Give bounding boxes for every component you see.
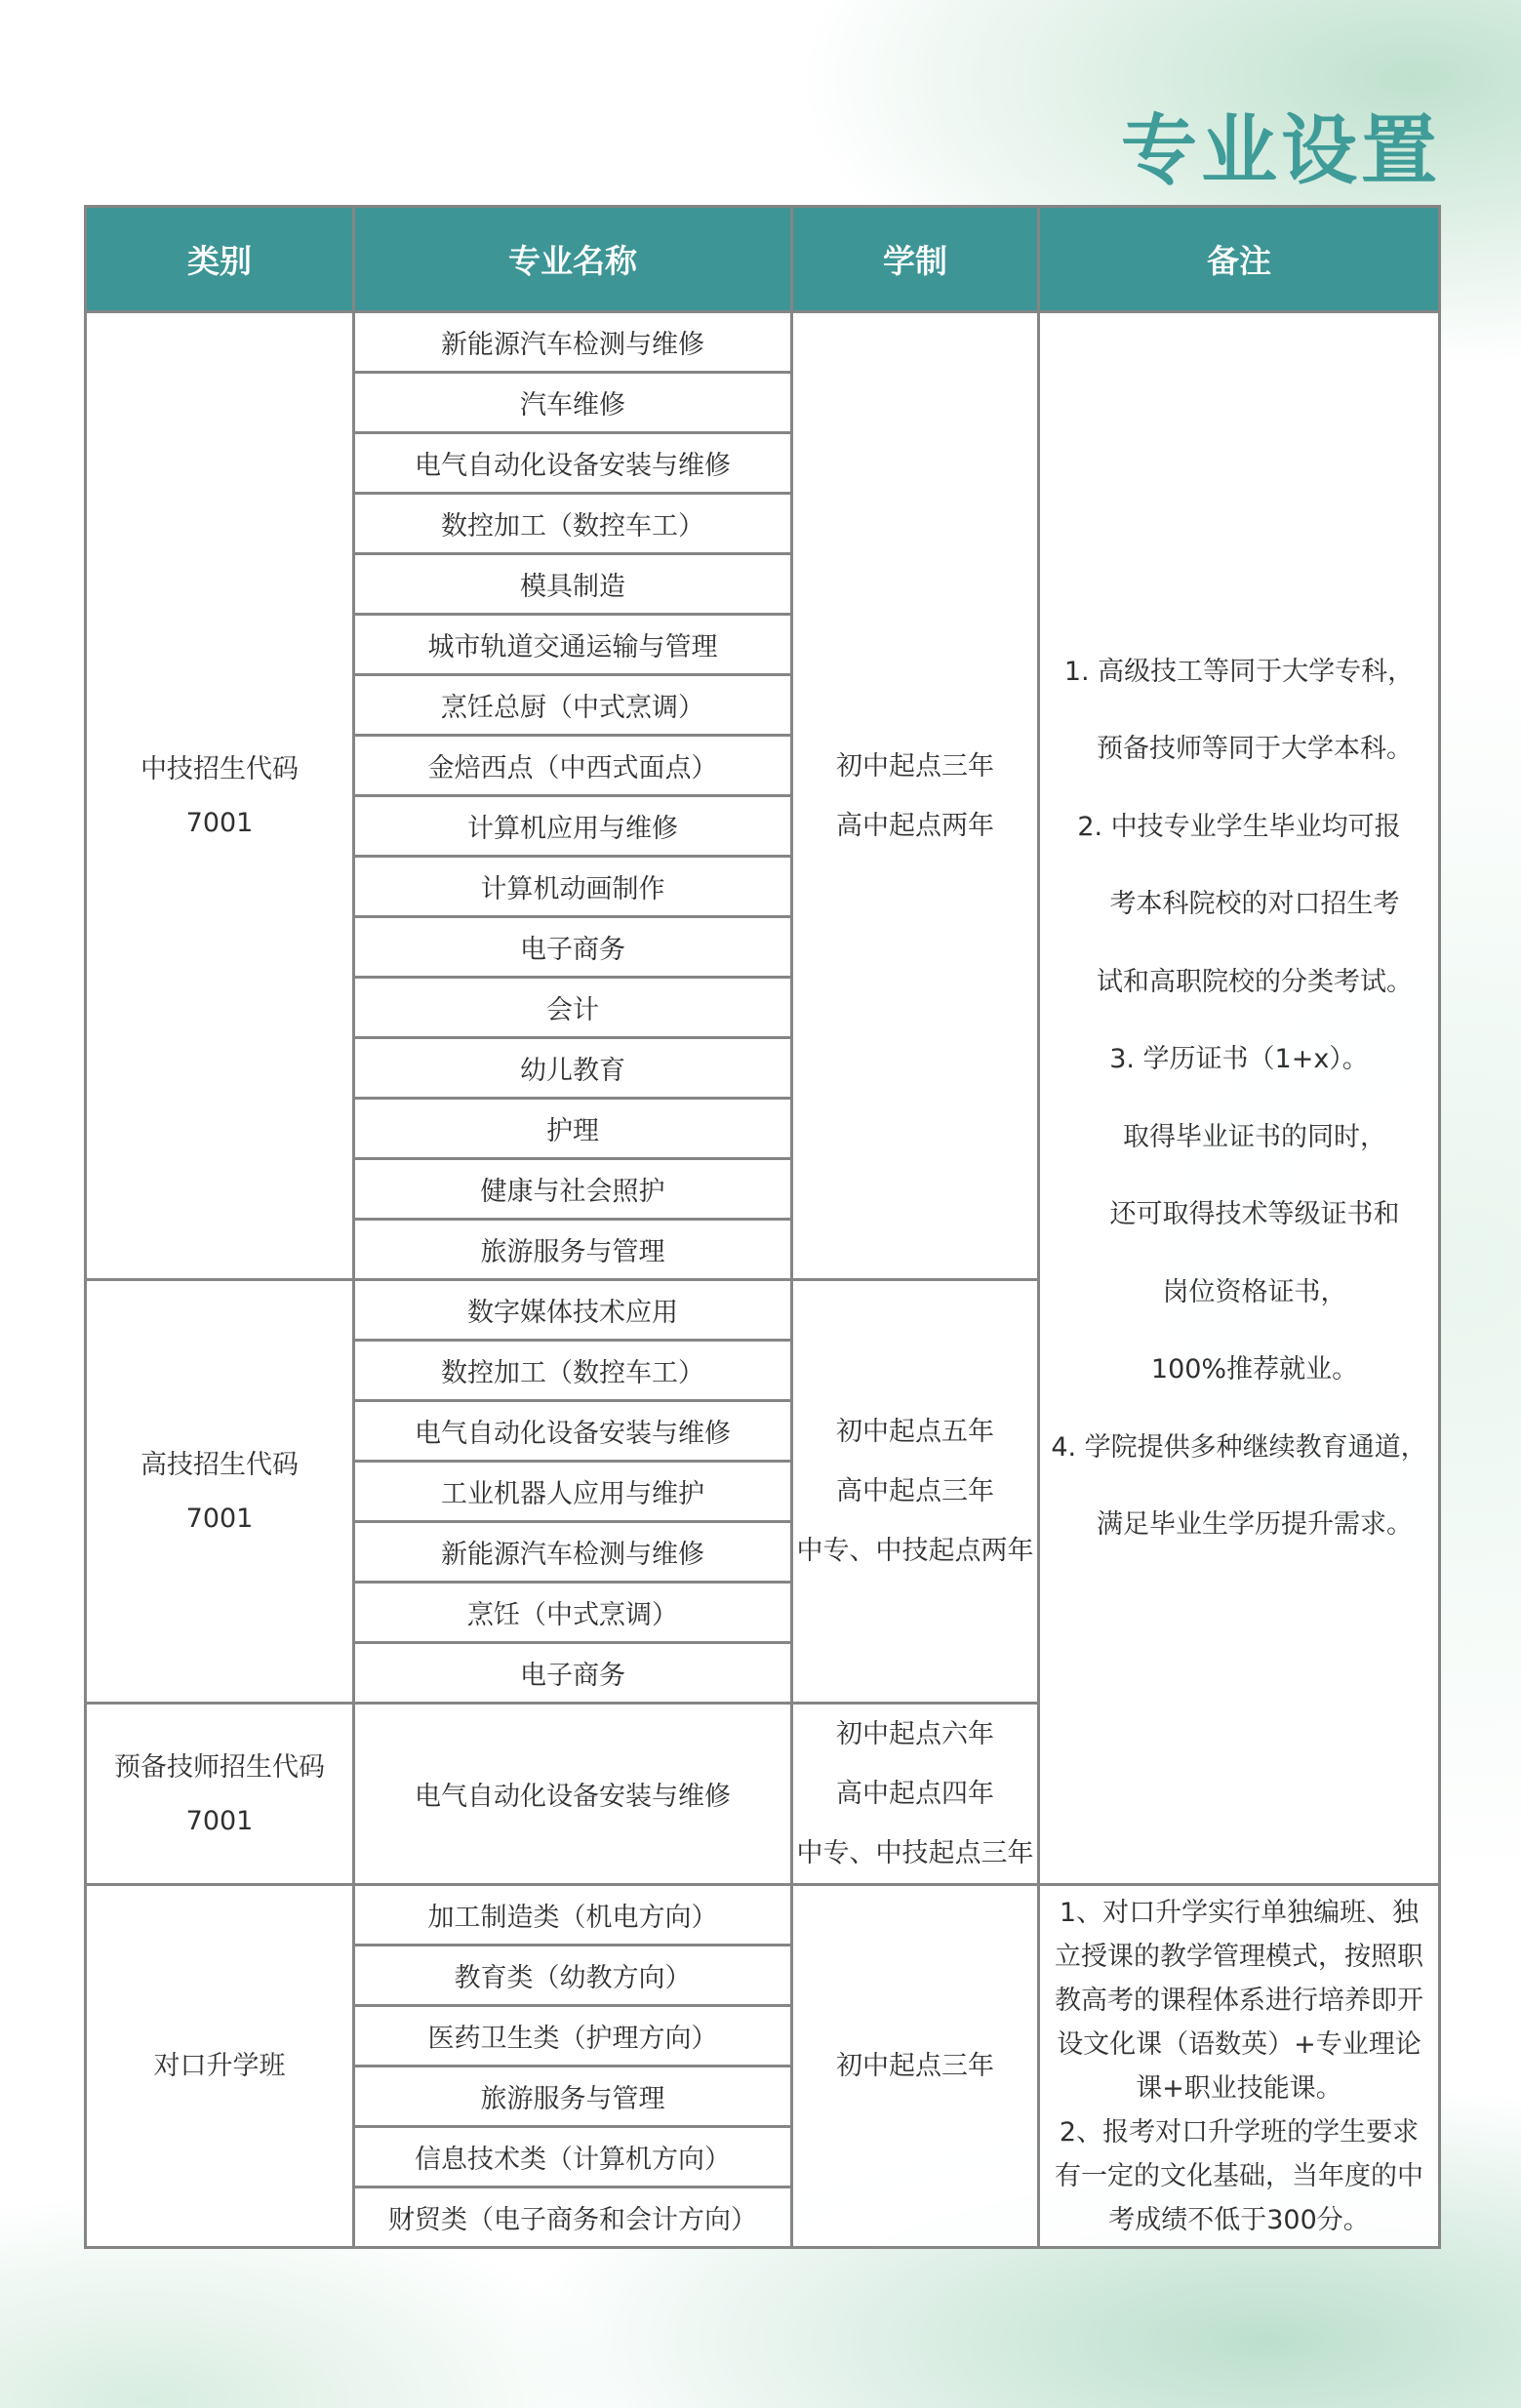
note-line: 试和高职院校的分类考试。 bbox=[1097, 966, 1413, 997]
note-line: 1、对口升学实行单独编班、独 bbox=[1059, 1897, 1420, 1928]
major-name-cell: 电气自动化设备安装与维修 bbox=[354, 1401, 792, 1462]
majors-table bbox=[84, 205, 1441, 2249]
major-name-cell: 计算机应用与维修 bbox=[354, 796, 792, 857]
note-line: 考成绩不低于300分。 bbox=[1108, 2204, 1370, 2235]
major-name-cell: 旅游服务与管理 bbox=[354, 2067, 792, 2127]
note-line: 2. 中技专业学生毕业均可报 bbox=[1077, 811, 1401, 842]
major-name-cell: 电子商务 bbox=[354, 1643, 792, 1704]
note-line: 教高考的课程体系进行培养即开 bbox=[1055, 1985, 1423, 2016]
major-name-cell: 工业机器人应用与维护 bbox=[354, 1462, 792, 1522]
category-label: 中技招生代码 bbox=[140, 753, 299, 784]
note-line: 立授课的教学管理模式，按照职 bbox=[1055, 1941, 1423, 1972]
note-line: 课+职业技能课。 bbox=[1136, 2072, 1342, 2104]
category-label: 预备技师招生代码 bbox=[114, 1751, 325, 1783]
notes-cell bbox=[1039, 312, 1440, 1885]
major-name-cell: 会计 bbox=[354, 978, 792, 1038]
major-name-cell: 信息技术类（计算机方向） bbox=[354, 2127, 792, 2187]
major-name-cell: 旅游服务与管理 bbox=[354, 1220, 792, 1280]
duration-label: 初中起点三年 bbox=[836, 2051, 994, 2081]
note-line: 满足毕业生学历提升需求。 bbox=[1097, 1509, 1413, 1540]
major-name-cell: 健康与社会照护 bbox=[354, 1159, 792, 1220]
major-name-cell: 汽车维修 bbox=[354, 373, 792, 433]
note-line: 设文化课（语数英）+专业理论 bbox=[1057, 2028, 1421, 2060]
category-cell bbox=[86, 1885, 354, 2248]
header-duration: 学制 bbox=[792, 207, 1039, 312]
table-row bbox=[86, 312, 1440, 373]
major-name-cell: 财贸类（电子商务和会计方向） bbox=[354, 2187, 792, 2248]
note-line: 1. 高级技工等同于大学专科， bbox=[1063, 656, 1415, 687]
duikou-notes-cell bbox=[1039, 1885, 1440, 2248]
major-name-cell: 护理 bbox=[354, 1099, 792, 1159]
major-name-cell: 加工制造类（机电方向） bbox=[354, 1885, 792, 1946]
major-name-cell: 医药卫生类（护理方向） bbox=[354, 2006, 792, 2067]
duration-label: 中专、中技起点三年 bbox=[796, 1838, 1034, 1868]
duration-cell bbox=[792, 1885, 1039, 2248]
note-line: 100%推荐就业。 bbox=[1150, 1354, 1359, 1385]
duration-label: 高中起点三年 bbox=[836, 1476, 994, 1506]
page-title: 专业设置 bbox=[1120, 107, 1441, 195]
major-name-cell: 计算机动画制作 bbox=[354, 857, 792, 917]
major-name-cell: 电气自动化设备安装与维修 bbox=[354, 433, 792, 494]
header-category: 类别 bbox=[86, 207, 354, 312]
table-row bbox=[86, 1885, 1440, 1946]
category-label: 7001 bbox=[185, 1503, 254, 1534]
note-line: 取得毕业证书的同时， bbox=[1123, 1121, 1386, 1152]
duration-cell bbox=[792, 1704, 1039, 1885]
category-label: 7001 bbox=[185, 807, 254, 838]
major-name-cell: 电气自动化设备安装与维修 bbox=[354, 1704, 792, 1885]
category-cell bbox=[86, 1280, 354, 1704]
major-name-cell: 金焙西点（中西式面点） bbox=[354, 736, 792, 796]
duration-cell bbox=[792, 1280, 1039, 1704]
note-line: 3. 学历证书（1+x）。 bbox=[1109, 1044, 1369, 1074]
major-name-cell: 数控加工（数控车工） bbox=[354, 1341, 792, 1401]
duration-label: 初中起点六年 bbox=[836, 1719, 994, 1749]
major-name-cell: 城市轨道交通运输与管理 bbox=[354, 615, 792, 675]
major-name-cell: 模具制造 bbox=[354, 554, 792, 615]
note-line: 岗位资格证书， bbox=[1162, 1276, 1347, 1307]
note-line: 4. 学院提供多种继续教育通道， bbox=[1051, 1431, 1427, 1463]
duration-cell bbox=[792, 312, 1039, 1280]
duration-label: 初中起点三年 bbox=[836, 750, 994, 782]
note-line: 还可取得技术等级证书和 bbox=[1109, 1199, 1400, 1229]
category-label: 7001 bbox=[185, 1805, 254, 1836]
category-cell bbox=[86, 312, 354, 1280]
note-line: 预备技师等同于大学本科。 bbox=[1097, 734, 1413, 764]
major-name-cell: 烹饪（中式烹调） bbox=[354, 1583, 792, 1643]
header-major-name: 专业名称 bbox=[354, 207, 792, 312]
note-line: 有一定的文化基础，当年度的中 bbox=[1055, 2160, 1423, 2191]
category-label: 高技招生代码 bbox=[140, 1449, 299, 1480]
major-name-cell: 数控加工（数控车工） bbox=[354, 494, 792, 554]
header-row bbox=[86, 207, 1440, 312]
major-name-cell: 烹饪总厨（中式烹调） bbox=[354, 675, 792, 736]
duration-label: 高中起点两年 bbox=[836, 810, 994, 841]
major-name-cell: 数字媒体技术应用 bbox=[354, 1280, 792, 1341]
major-name-cell: 新能源汽车检测与维修 bbox=[354, 1522, 792, 1583]
duration-label: 高中起点四年 bbox=[836, 1779, 994, 1809]
major-name-cell: 教育类（幼教方向） bbox=[354, 1946, 792, 2006]
header-notes: 备注 bbox=[1039, 207, 1440, 312]
duration-label: 初中起点五年 bbox=[836, 1417, 994, 1447]
category-cell bbox=[86, 1704, 354, 1885]
note-line: 2、报考对口升学班的学生要求 bbox=[1059, 2116, 1420, 2147]
note-line: 考本科院校的对口招生考 bbox=[1109, 889, 1400, 919]
category-label: 对口升学班 bbox=[153, 2051, 286, 2081]
major-name-cell: 幼儿教育 bbox=[354, 1038, 792, 1099]
major-name-cell: 电子商务 bbox=[354, 917, 792, 978]
major-name-cell: 新能源汽车检测与维修 bbox=[354, 312, 792, 373]
duration-label: 中专、中技起点两年 bbox=[796, 1536, 1034, 1566]
